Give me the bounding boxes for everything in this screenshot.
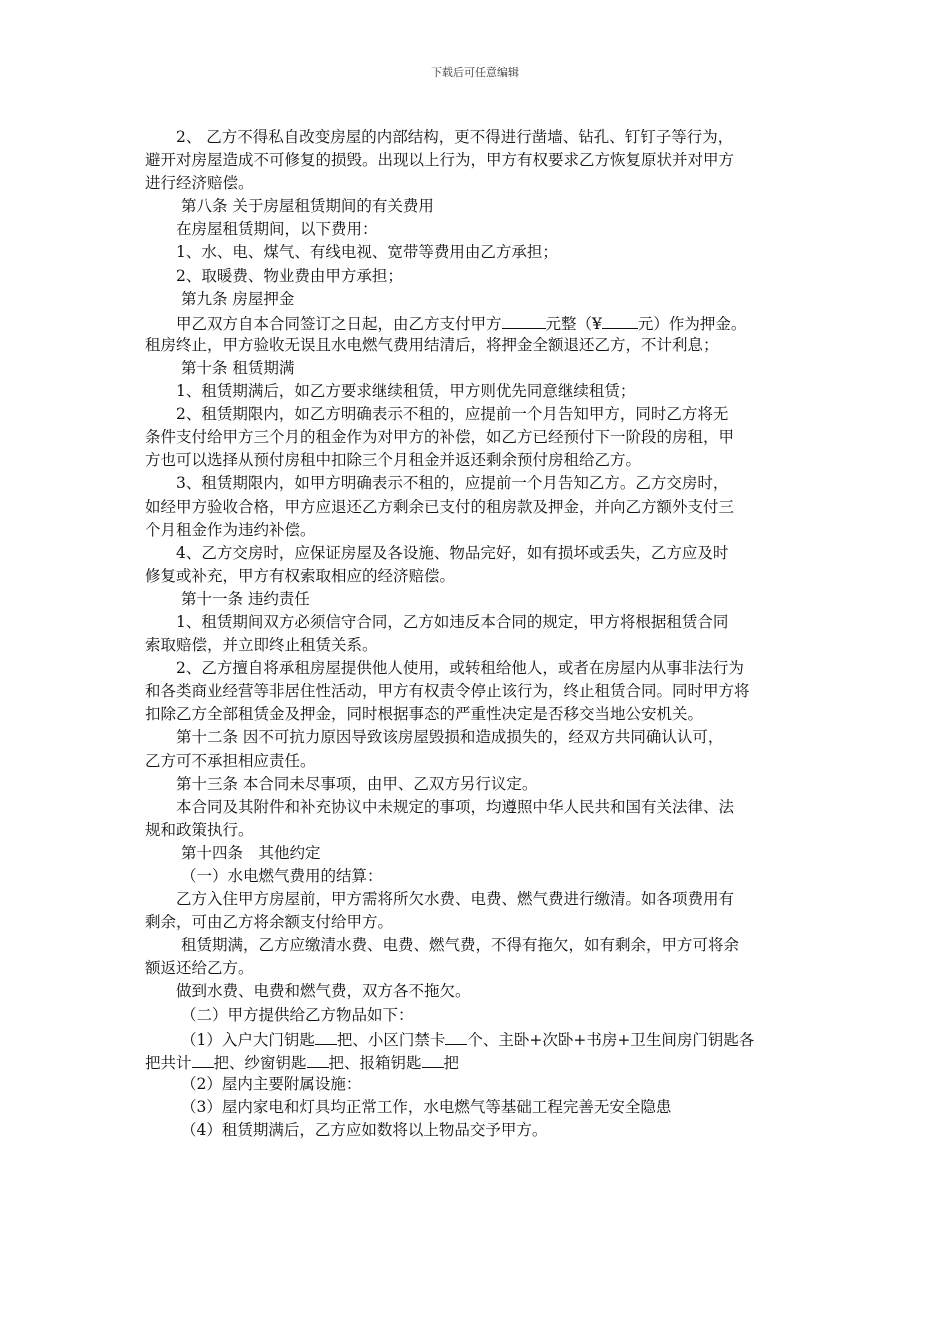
line-text: 2、乙方擅自将承租房屋提供他人使用，或转租给他人，或者在房屋内从事非法行为 <box>176 659 744 678</box>
text-line <box>145 426 810 449</box>
text-line <box>145 241 810 264</box>
line-text: （二）甲方提供给乙方物品如下： <box>181 1005 414 1024</box>
text-line <box>145 634 810 657</box>
line-text: 租赁期满，乙方应缴清水费、电费、燃气费，不得有拖欠，如有剩余，甲方可将余 <box>181 936 740 955</box>
line-text: 第九条 房屋押金 <box>181 289 295 308</box>
fill-in-blank[interactable] <box>307 1050 329 1068</box>
line-text: 2、取暖费、物业费由甲方承担； <box>176 266 403 285</box>
text-line <box>145 888 810 911</box>
fill-in-blank[interactable] <box>602 311 638 329</box>
line-text: 乙方入住甲方房屋前，甲方需将所欠水费、电费、燃气费进行缴清。如各项费用有 <box>176 890 735 909</box>
fill-in-blank[interactable] <box>422 1050 444 1068</box>
line-text-segment: 把 <box>443 1053 460 1072</box>
line-text: 2、租赁期限内，如乙方明确表示不租的，应提前一个月告知甲方，同时乙方将无 <box>176 405 729 424</box>
line-text: 扣除乙方全部租赁金及押金，同时根据事态的严重性决定是否移交当地公安机关。 <box>145 705 704 724</box>
line-text-segment: 个、主卧+次卧+书房+卫生间房门钥匙各 <box>467 1030 755 1049</box>
line-text: 第十三条 本合同未尽事项，由甲、乙双方另行议定。 <box>176 774 538 793</box>
text-line <box>145 865 810 888</box>
line-text: （4）租赁期满后，乙方应如数将以上物品交予甲方。 <box>181 1121 548 1140</box>
line-text: 规和政策执行。 <box>145 820 254 839</box>
text-line <box>145 657 810 680</box>
text-line <box>145 519 810 542</box>
text-line <box>145 611 810 634</box>
text-line <box>145 288 810 311</box>
line-text: 做到水费、电费和燃气费，双方各不拖欠。 <box>176 982 471 1001</box>
text-line <box>145 1050 810 1073</box>
text-line <box>145 334 810 357</box>
line-text: 租房终止，甲方验收无误且水电燃气费用结清后，将押金全额退还乙方，不计利息； <box>145 335 719 354</box>
text-line <box>145 1027 810 1050</box>
line-text: 1、水、电、煤气、有线电视、宽带等费用由乙方承担； <box>176 243 558 262</box>
text-line <box>145 1073 810 1096</box>
text-line <box>145 1096 810 1119</box>
line-text: 修复或补充，甲方有权索取相应的经济赔偿。 <box>145 566 456 585</box>
line-text-segment: 元整（¥ <box>545 314 602 333</box>
text-line <box>145 773 810 796</box>
line-text-segment: 把共计 <box>145 1053 192 1072</box>
text-line <box>145 726 810 749</box>
line-text: 剩余，可由乙方将余额支付给甲方。 <box>145 913 394 932</box>
line-text: 进行经济赔偿。 <box>145 174 254 193</box>
line-text: 1、租赁期间双方必须信守合同，乙方如违反本合同的规定，甲方将根据租赁合同 <box>176 612 729 631</box>
line-text-segment: 元）作为押金。 <box>637 314 747 333</box>
text-line <box>145 980 810 1003</box>
text-line <box>145 357 810 380</box>
fill-in-blank[interactable] <box>445 1027 467 1045</box>
line-text-segment: 把、纱窗钥匙 <box>213 1053 307 1072</box>
text-line <box>145 218 810 241</box>
text-line <box>145 1119 810 1142</box>
text-line <box>145 542 810 565</box>
page-header: 下载后可任意编辑 <box>431 66 519 79</box>
text-line <box>145 819 810 842</box>
text-line <box>145 750 810 773</box>
text-line <box>145 265 810 288</box>
document-body <box>145 126 810 1142</box>
text-line <box>145 1004 810 1027</box>
fill-in-blank[interactable] <box>192 1050 214 1068</box>
line-text: （一）水电燃气费用的结算： <box>181 867 383 885</box>
line-text: 条件支付给甲方三个月的租金作为对甲方的补偿，如乙方已经预付下一阶段的房租，甲 <box>145 428 735 447</box>
text-line <box>145 403 810 426</box>
line-text: （2）屋内主要附属设施： <box>181 1074 362 1093</box>
line-text-segment: （1）入户大门钥匙 <box>181 1030 315 1049</box>
fill-in-blank[interactable] <box>502 311 546 329</box>
line-text: 2、 乙方不得私自改变房屋的内部结构，更不得进行凿墙、钻孔、钉钉子等行为， <box>176 128 734 146</box>
text-line <box>145 496 810 519</box>
line-text: 额返还给乙方。 <box>145 959 254 978</box>
text-line <box>145 957 810 980</box>
line-text: 第十四条 其他约定 <box>181 843 321 862</box>
line-text: 和各类商业经营等非居住性活动，甲方有权责令停止该行为，终止租赁合同。同时甲方将 <box>145 682 750 701</box>
text-line <box>145 449 810 472</box>
text-line <box>145 195 810 218</box>
text-line <box>145 703 810 726</box>
text-line <box>145 565 810 588</box>
line-text: （3）屋内家电和灯具均正常工作，水电燃气等基础工程完善无安全隐患 <box>181 1097 672 1116</box>
line-text: 方也可以选择从预付房租中扣除三个月租金并返还剩余预付房租给乙方。 <box>145 451 642 470</box>
fill-in-blank[interactable] <box>315 1027 337 1045</box>
text-line <box>145 126 810 149</box>
text-line <box>145 796 810 819</box>
line-text: 第十一条 违约责任 <box>181 589 310 608</box>
line-text: 1、租赁期满后，如乙方要求继续租赁，甲方则优先同意继续租赁； <box>176 382 636 401</box>
line-text: 个月租金作为违约补偿。 <box>145 520 316 539</box>
line-text: 如经甲方验收合格，甲方应退还乙方剩余已支付的租房款及押金，并向乙方额外支付三 <box>145 497 735 516</box>
line-text: 第八条 关于房屋租赁期间的有关费用 <box>181 197 434 216</box>
text-line <box>145 680 810 703</box>
line-text-segment: 把、小区门禁卡 <box>336 1030 446 1049</box>
text-line <box>145 934 810 957</box>
text-line <box>145 149 810 172</box>
line-text: 索取赔偿，并立即终止租赁关系。 <box>145 636 378 655</box>
line-text: 避开对房屋造成不可修复的损毁。出现以上行为，甲方有权要求乙方恢复原状并对甲方 <box>145 151 735 170</box>
line-text: 第十二条 因不可抗力原因导致该房屋毁损和造成损失的，经双方共同确认认可， <box>176 728 724 747</box>
line-text: 3、租赁期限内，如甲方明确表示不租的，应提前一个月告知乙方。乙方交房时， <box>176 474 729 493</box>
line-text-segment: 把、报箱钥匙 <box>328 1053 422 1072</box>
line-text: 乙方可不承担相应责任。 <box>145 751 316 770</box>
text-line <box>145 472 810 495</box>
line-text-segment: 甲乙双方自本合同签订之日起，由乙方支付甲方 <box>176 314 502 333</box>
line-text: 4、乙方交房时，应保证房屋及各设施、物品完好，如有损坏或丢失，乙方应及时 <box>176 543 729 562</box>
text-line <box>145 380 810 403</box>
line-text: 本合同及其附件和补充协议中未规定的事项，均遵照中华人民共和国有关法律、法 <box>176 797 735 816</box>
text-line <box>145 172 810 195</box>
text-line <box>145 311 810 334</box>
text-line <box>145 588 810 611</box>
text-line <box>145 842 810 865</box>
text-line <box>145 911 810 934</box>
line-text: 第十条 租赁期满 <box>181 358 295 377</box>
line-text: 在房屋租赁期间，以下费用： <box>176 220 378 239</box>
